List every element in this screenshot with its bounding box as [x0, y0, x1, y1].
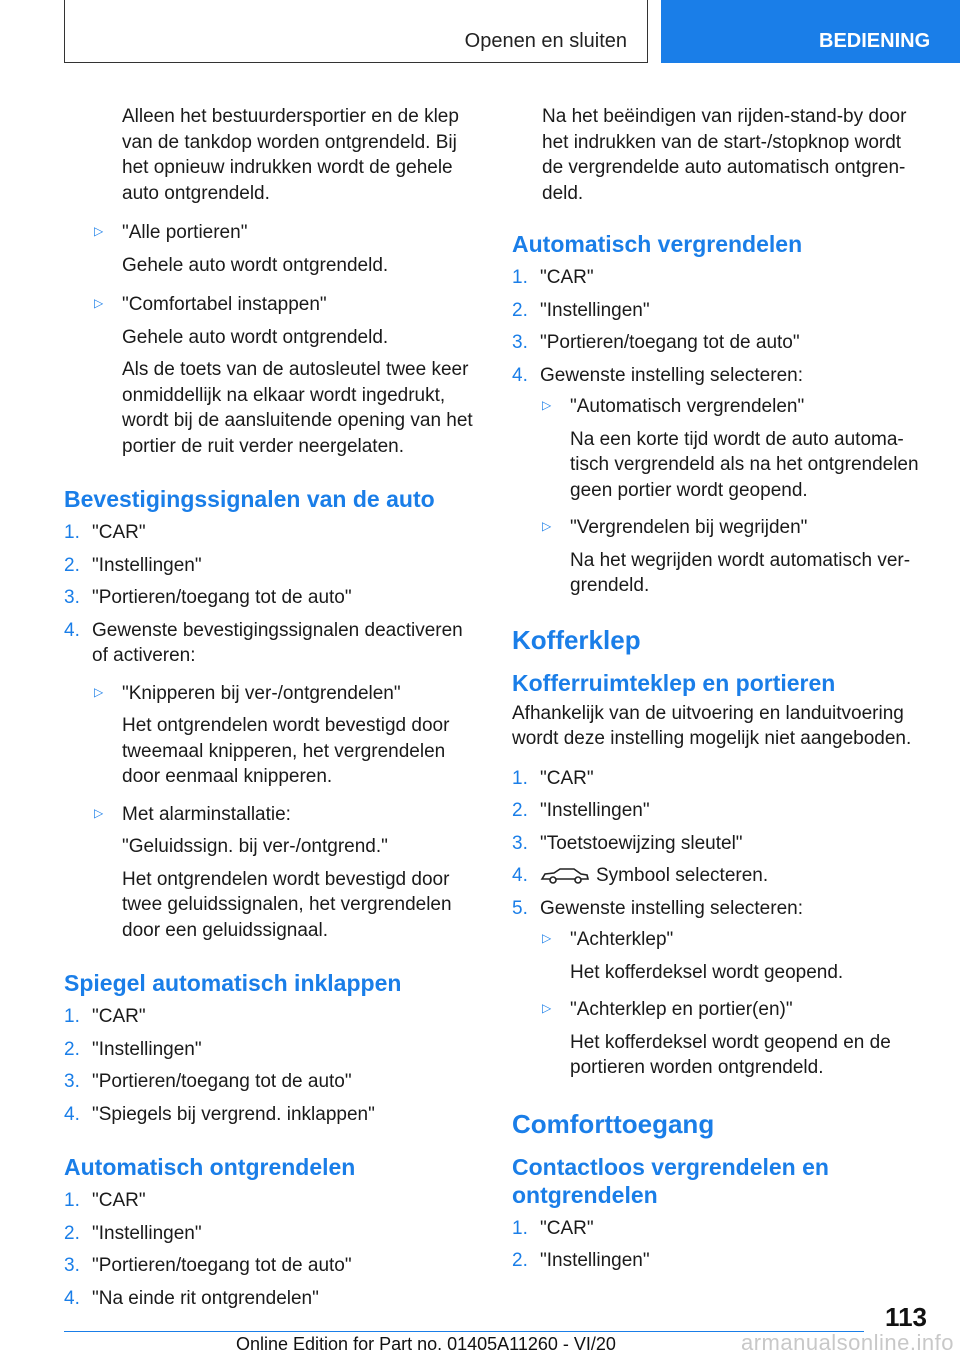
left-column: Alleen het bestuurdersportier en de klep van de tankdop worden ontgrendeld. Bij het opnieuw indrukken wordt de gehele auto ontgrendeld. ▷ "Alle portieren" Gehele auto wordt ontgrendeld. ▷ "Comfortabel instappen" Gehele auto wordt ontgrendeld. Als de toets van de autosleutel twee keer onmiddellijk na elkaar wordt ingedrukt, wordt bij de aansluitende opening van het portier de ruit verder neergelaten. Bevestigingssignalen van de auto 1. "CAR" 2. "Instellingen" 3. "Portieren/toegang tot de auto" 4. Gewenste bevestigingssignalen deactiveren of activeren: ▷ "Knipperen bij ver-/ontgrendelen" Het ontgrendelen wordt bevestigd door tweemaal knipperen, het vergrendelen door eenmaal knipperen. ▷ Met alarminstallatie: "Geluidssign. bij ver-/ontgrend." Het ontgrendelen wordt bevestigd door twee geluidssignalen, het vergrendelen door een geluidssignaal. Spiegel automatisch inklappen 1. "CAR" 2. "Instellingen" 3. "Portieren/toegang tot de auto" 4. "Spiegels bij vergrend. inklappen" Automatisch ontgrendelen 1. "CAR" 2. "Instellingen" 3. "Portieren/toegang tot de auto" 4. "Na einde rit ontgrendelen" — [64, 104, 484, 1311]
triangle-right-icon: ▷ — [94, 296, 104, 310]
section-heading: Automatisch vergrendelen — [512, 231, 803, 257]
page-header — [0, 0, 960, 66]
list-item: ▷ "Alle portieren" — [94, 222, 248, 243]
step-item: 2. "Instellingen" — [512, 800, 650, 821]
list-item: ▷ "Vergrendelen bij wegrijden" — [542, 517, 808, 538]
section-title: Openen en sluiten — [464, 30, 627, 52]
triangle-right-icon: ▷ — [542, 931, 552, 945]
step-item: 1. "CAR" — [64, 1190, 146, 1211]
right-column: Na het beëindigen van rijden-stand-by door het indrukken van de start-/stopknop wordt de vergrendelde auto automatisch ontgren- deld. Automatisch vergrendelen 1. "CAR" 2. "Instellingen" 3. "Portieren/toegang tot de auto" 4. Gewenste instelling selecteren: ▷ "Automatisch vergrendelen" Na een korte tijd wordt de auto automa- tisch vergrendeld als na het ontgrendelen geen portier wordt geopend. ▷ "Vergrendelen bij wegrijden" Na het wegrijden wordt automatisch ver- grendeld. Kofferklep Kofferruimteklep en portieren Afhankelijk van de uitvoering en landuitvoering wordt deze instelling mogelijk niet aangeboden. 1. "CAR" 2. "Instellingen" 3. "Toetstoewijzing sleutel" 4. Symbool selecteren. 5. Gewenste instelling selecteren: ▷ "Achterklep" Het kofferdeksel wordt geopend. ▷ "Achterklep en portier(en)" Het kofferdeksel wordt geopend en de portieren worden ontgrendeld. Comforttoegang Contactloos vergrendelen en ontgrendelen 1. "CAR" 2. "Instellingen" — [512, 104, 927, 1274]
section-heading: Bevestigingssignalen van de auto — [64, 486, 435, 512]
car-icon — [540, 866, 590, 884]
list-item: ▷ "Automatisch vergrendelen" — [542, 396, 805, 417]
step-item: 3. "Portieren/toegang tot de auto" — [64, 587, 352, 608]
chapter-heading: Comforttoegang — [512, 1108, 715, 1139]
step-item: 1. "CAR" — [512, 1217, 594, 1239]
intro-paragraph: Na het beëindigen van rijden-stand-by door het indrukken van de start-/stopknop wordt de vergrendelde auto automatisch ontgren- deld. — [542, 106, 907, 204]
step-item: 2. "Instellingen" — [64, 1222, 202, 1244]
chapter-tab: BEDIENING — [661, 0, 960, 63]
triangle-right-icon: ▷ — [542, 1001, 552, 1015]
section-intro: Afhankelijk van de uitvoering en landuitvoering wordt deze instelling mogelijk niet aangeboden. — [512, 702, 912, 749]
intro-paragraph: Alleen het bestuurdersportier en de klep van de tankdop worden ontgrendeld. Bij het opnieuw indrukken wordt de gehele auto ontgrendeld. — [122, 106, 459, 204]
step-item: 4. Symbool selecteren. — [512, 865, 769, 886]
list-item: ▷ "Comfortabel instappen" — [94, 294, 327, 315]
list-item: ▷ "Achterklep" — [542, 929, 674, 950]
step-item: 2. "Instellingen" — [64, 1038, 202, 1060]
watermark: armanualsonline.info — [740, 1330, 954, 1355]
step-item: 1. "CAR" — [64, 522, 146, 543]
section-heading: Automatisch ontgrendelen — [64, 1154, 356, 1180]
triangle-right-icon: ▷ — [94, 684, 104, 699]
step-item: 4. "Na einde rit ontgrendelen" — [64, 1287, 319, 1309]
edition-text: Online Edition for Part no. 01405A11260 - VI/20 — [236, 1334, 616, 1354]
step-item: 2. "Instellingen" — [512, 1250, 650, 1271]
list-item: ▷ "Knipperen bij ver-/ontgrendelen" — [94, 682, 401, 704]
section-tab — [64, 0, 648, 63]
triangle-right-icon: ▷ — [94, 224, 104, 238]
chapter-heading: Kofferklep — [512, 624, 641, 655]
step-item: 3. "Portieren/toegang tot de auto" — [64, 1255, 352, 1276]
step-item: 2. "Instellingen" — [512, 299, 650, 321]
page-number: 113 — [885, 1302, 927, 1332]
section-heading: Spiegel automatisch inklappen — [64, 970, 402, 996]
list-item: ▷ Met alarminstallatie: — [94, 803, 291, 825]
step-item: 4. Gewenste instelling selecteren: — [512, 364, 803, 386]
step-item: 1. "CAR" — [512, 267, 594, 288]
step-item: 4. "Spiegels bij vergrend. inklappen" — [64, 1103, 375, 1125]
list-item: ▷ "Achterklep en portier(en)" — [542, 999, 793, 1020]
section-heading: Contactloos vergrendelen en ontgrendelen — [512, 1153, 829, 1208]
triangle-right-icon: ▷ — [542, 519, 552, 533]
step-item: 4. Gewenste bevestigingssignalen deactiveren of activeren: — [64, 619, 463, 666]
triangle-right-icon: ▷ — [542, 398, 552, 412]
section-heading: Kofferruimteklep en portieren — [512, 669, 836, 696]
step-item: 2. "Instellingen" — [64, 554, 202, 576]
step-item: 1. "CAR" — [512, 767, 594, 789]
step-item: 3. "Toetstoewijzing sleutel" — [512, 832, 743, 854]
triangle-right-icon: ▷ — [94, 805, 104, 820]
note-paragraph: Als de toets van de autosleutel twee keer onmiddellijk na elkaar wordt ingedrukt, wordt bij de aansluitende opening van het portier de ruit verder neergelaten. — [122, 359, 473, 457]
step-item: 3. "Portieren/toegang tot de auto" — [512, 332, 800, 353]
step-item: 1. "CAR" — [64, 1006, 146, 1027]
step-item: 3. "Portieren/toegang tot de auto" — [64, 1071, 352, 1092]
step-item: 5. Gewenste instelling selecteren: — [512, 897, 803, 919]
